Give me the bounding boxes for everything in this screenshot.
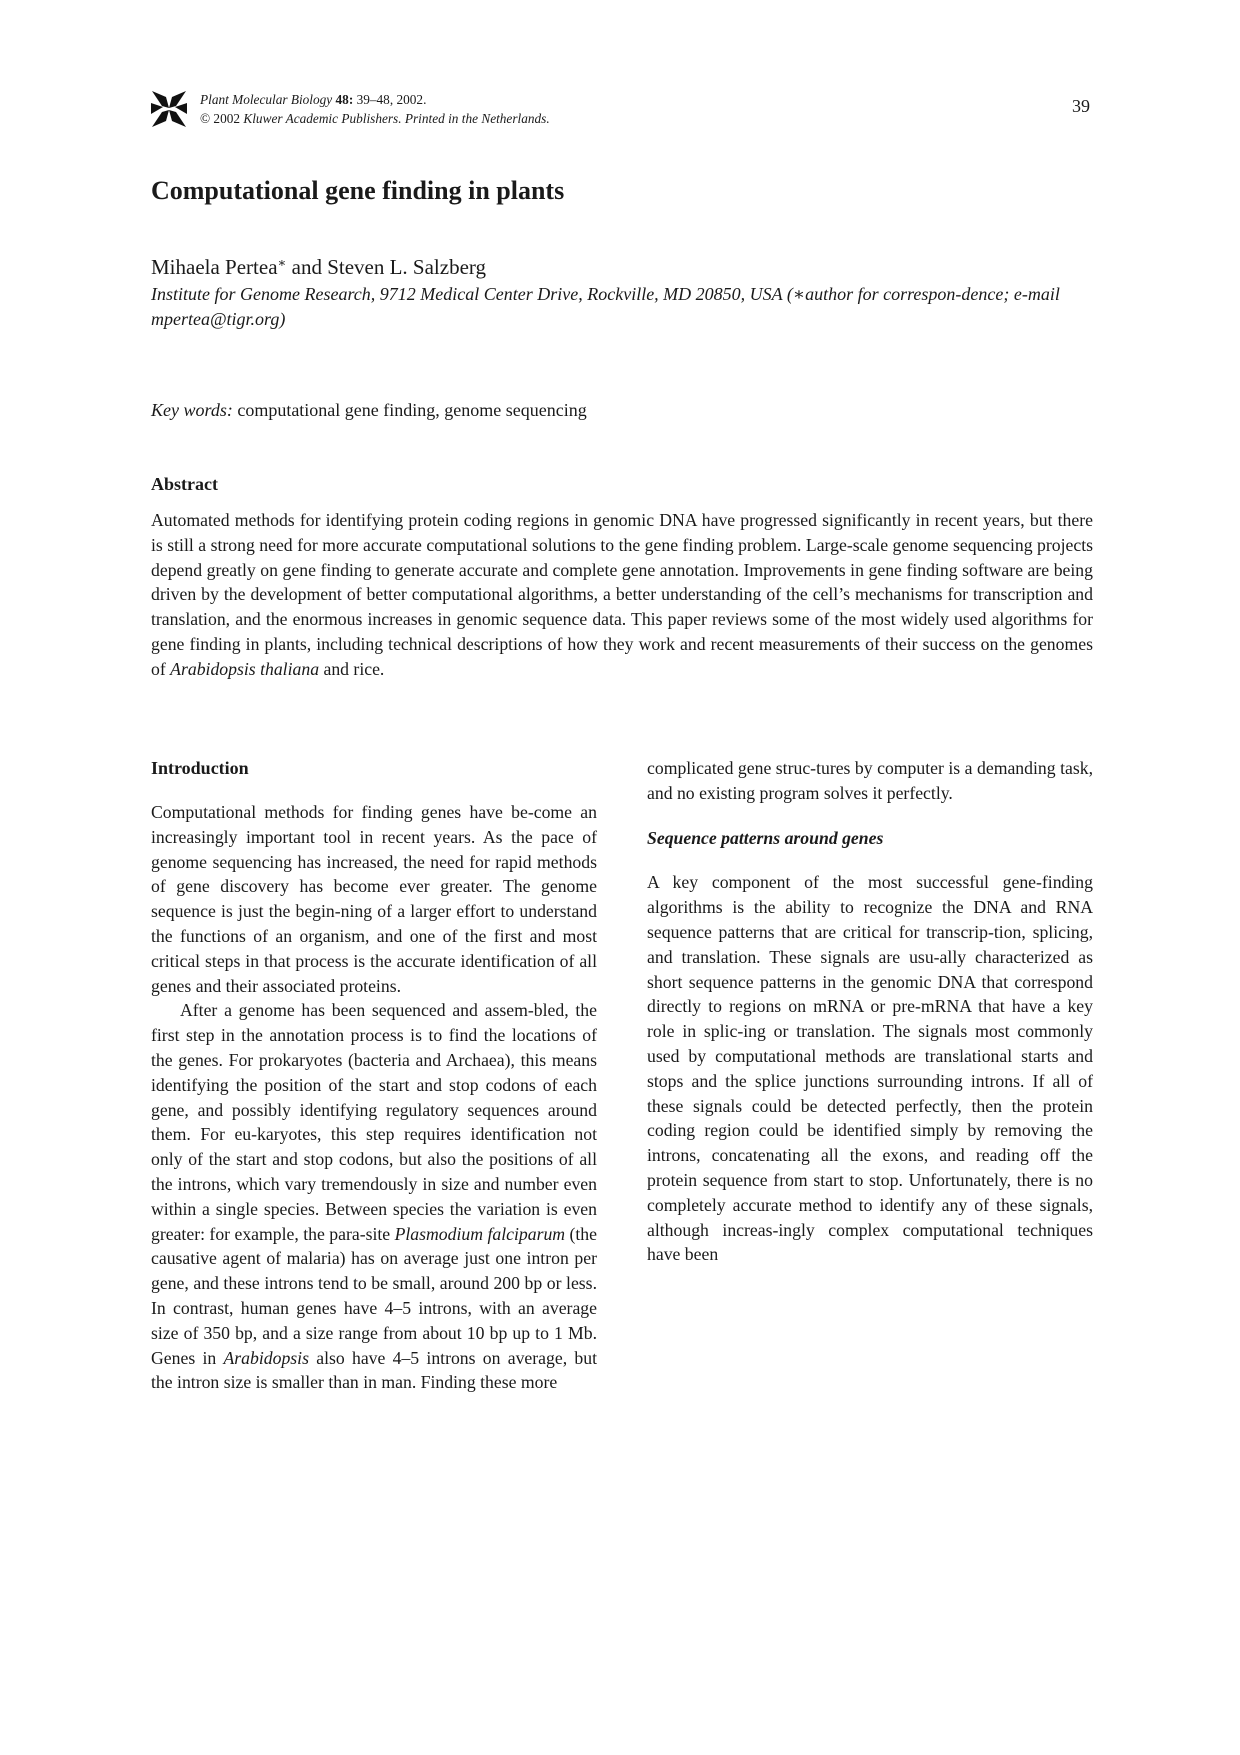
journal-pages-year: 39–48, 2002. <box>353 92 427 107</box>
publisher-logo-icon <box>151 88 187 130</box>
introduction-heading: Introduction <box>151 758 249 778</box>
publisher-text: Kluwer Academic Publishers. Printed in the Netherlands. <box>243 111 550 126</box>
genus-name: Arabidopsis <box>223 1347 309 1368</box>
sequence-patterns-heading: Sequence patterns around genes <box>647 827 884 848</box>
abstract-text-part: and rice. <box>319 658 385 679</box>
journal-name: Plant Molecular Biology <box>200 92 333 107</box>
journal-header <box>151 88 1093 132</box>
keywords-text: computational gene finding, genome sequencing <box>232 400 587 420</box>
species-name: Plasmodium falciparum <box>394 1223 566 1244</box>
copyright-symbol: © 2002 <box>200 111 244 126</box>
author-line <box>151 253 486 281</box>
sequence-patterns-paragraph: A key component of the most successful gene-finding algorithms is the ability to recognize the DNA and RNA sequence patterns that are critical for transcrip-tion, splicing, and translation. These signals are usu-ally characterized as short sequence patterns in the genomic DNA that correspond directly to regions on mRNA or pre-mRNA that have a key role in splic-ing or translation. The signals most commonly used by computational methods are translational starts and stops and the splice junctions surrounding introns. If all of these signals could be detected perfectly, then the protein coding region could be identified simply by removing the introns, concatenating all the exons, and reading off the protein sequence from start to stop. Unfortunately, there is no completely accurate method to identify any of these signals, although increas-ingly complex computational techniques have been <box>647 872 1093 1265</box>
paragraph-text-part: complicated gene struc-tures by computer is a demanding task, and no existing program solves it perfectly. <box>647 758 1093 803</box>
author-affiliation: Institute for Genome Research, 9712 Medical Center Drive, Rockville, MD 20850, USA (∗author for correspon-dence; e-mail mpertea@tigr.org) <box>151 284 1060 329</box>
author-name: and Steven L. Salzberg <box>286 255 487 279</box>
paragraph-text-part: After a genome has been sequenced and assem-bled, the first step in the annotation process is to find the locations of the genes. For prokaryotes (bacteria and Archaea), this means identifying the position of the start and stop codons of each gene, and possibly identifying regulatory sequences around them. For eu-karyotes, this step requires identification not only of the start and stop codons, but also the positions of all the introns, which vary tremendously in size and number even within a single species. Between species the variation is even greater: for example, the para-site <box>151 1000 597 1244</box>
author-name: Mihaela Pertea <box>151 255 278 279</box>
article-page <box>151 0 1093 1755</box>
abstract-heading: Abstract <box>151 474 218 494</box>
species-name: Arabidopsis thaliana <box>170 658 320 679</box>
copyright-line <box>200 109 550 128</box>
citation-line <box>200 90 550 109</box>
corresponding-author-mark: ∗ <box>277 255 287 270</box>
introduction-paragraph: Computational methods for finding genes have be-come an increasingly important tool in recent years. As the pace of genome sequencing has increased, the need for rapid methods of gene discovery has become ever greater. The genome sequence is just the begin-ning of a larger effort to understand the functions of an organism, and one of the first and most critical steps in that process is the accurate identification of all genes and their associated proteins. <box>151 802 597 996</box>
keywords-label: Key words: <box>151 400 233 420</box>
introduction-paragraph-continued <box>647 756 1093 806</box>
abstract-text <box>151 508 1093 682</box>
right-column <box>647 756 1093 1267</box>
paragraph-text-part: also have 4–5 introns on average, but the intron size is smaller than in man. Finding these more <box>151 1347 597 1393</box>
page-number: 39 <box>1072 96 1090 116</box>
journal-citation <box>200 90 550 128</box>
journal-volume: 48: <box>335 92 354 107</box>
paragraph-text-part: (the causative agent of malaria) has on average just one intron per gene, and these introns tend to be small, around 200 bp or less. In contrast, human genes have 4–5 introns, with an average size of 350 bp, and a size range from about 10 bp up to 1 Mb. Genes in <box>151 1223 598 1368</box>
left-column <box>151 756 597 1395</box>
keywords <box>151 398 587 422</box>
introduction-paragraph <box>151 998 597 1395</box>
article-title: Computational gene finding in plants <box>151 176 565 205</box>
abstract-text-part: Automated methods for identifying protein coding regions in genomic DNA have progressed significantly in recent years, but there is still a strong need for more accurate computational solutions to the gene finding problem. Large-scale genome sequencing projects depend greatly on gene finding to generate accurate and complete gene annotation. Improvements in gene finding software are being driven by the development of better computational algorithms, a better understanding of the cell’s mechanisms for transcription and translation, and the enormous increases in genomic sequence data. This paper reviews some of the most widely used algorithms for gene finding in plants, including technical descriptions of how they work and recent measurements of their success on the genomes of <box>151 510 1093 679</box>
